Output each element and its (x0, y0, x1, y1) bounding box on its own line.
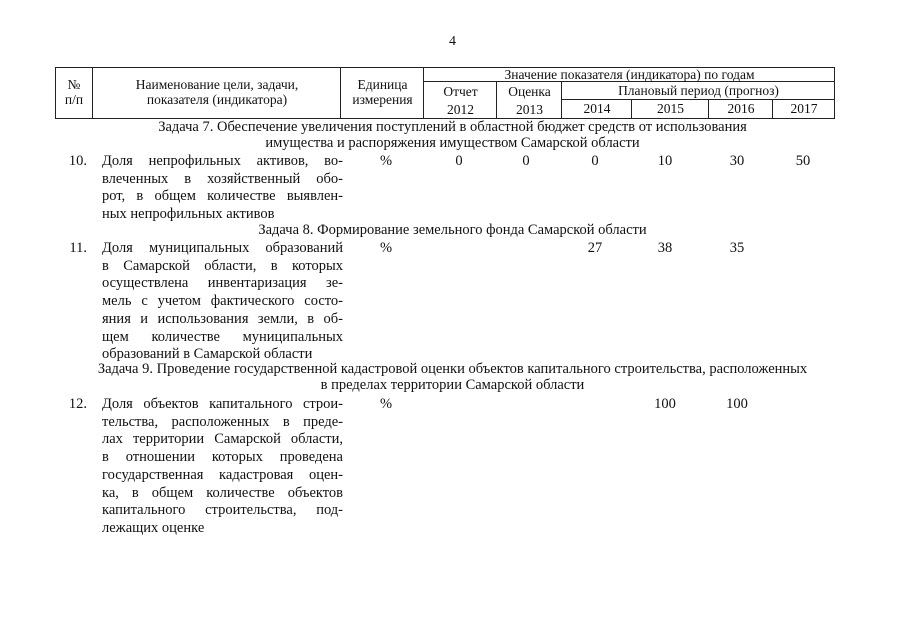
header-col-report (424, 83, 497, 118)
row-name-line: государственная кадастровая оцен- (102, 466, 343, 483)
value-2017: 50 (795, 153, 811, 169)
task-7-title-line1: Задача 7. Обеспечение увеличения поступлений в областной бюджет средств от использования (158, 119, 747, 135)
header-col-name (93, 77, 341, 107)
row-name-line: ка, в общем количестве объектов (102, 484, 343, 501)
row-name-line: в отношении которых проведена (102, 449, 343, 466)
value-2016: 30 (729, 153, 745, 169)
value-2016: 35 (729, 240, 745, 256)
header-values-title: Значение показателя (индикатора) по годам (504, 67, 755, 82)
value-2015: 10 (657, 153, 673, 169)
row-name-line: тельства, расположенных в преде- (102, 413, 343, 430)
task-9-title-line2: в пределах территории Самарской области (320, 377, 585, 393)
row-name-line: Доля муниципальных образований (102, 240, 343, 256)
row-number: 10. (68, 153, 87, 169)
task-7-title (0, 119, 905, 151)
row-name-line: капитального строительства, под- (102, 502, 343, 519)
row-name-line: образований в Самарской области (102, 346, 313, 363)
header-col-unit-line2: измерения (352, 92, 413, 107)
row-unit: % (380, 153, 393, 169)
row-name-line: осуществлена инвентаризация зе- (102, 275, 343, 292)
task-9-title-line1: Задача 9. Проведение государственной кадастровой оценки объектов капитального строительства, расположенных (97, 361, 808, 377)
header-plan-title: Плановый период (прогноз) (618, 83, 779, 98)
row-name-line: яния и использования земли, в об- (102, 310, 343, 327)
header-year-2015: 2015 (657, 101, 684, 116)
header-estimate-year: 2013 (516, 101, 543, 117)
row-name-line: щем количестве муниципальных (102, 328, 343, 345)
header-year-2014: 2014 (583, 101, 611, 116)
row-number: 11. (69, 240, 87, 256)
row-name-line: лах территории Самарской области, (102, 431, 343, 448)
row-name (102, 240, 343, 364)
header-col-number-line1: № (67, 77, 81, 92)
header-col-estimate (497, 83, 562, 118)
row-name-line: рот, в общем количестве выявлен- (102, 188, 343, 205)
row-name-line: лежащих оценке (102, 519, 205, 536)
header-col-unit-line1: Единица (357, 77, 408, 92)
row-name-line: Доля объектов капитального строи- (102, 396, 343, 412)
value-2012: 0 (455, 153, 463, 169)
row-name (102, 396, 343, 538)
header-estimate-label: Оценка (508, 84, 551, 99)
row-name-line: Доля непрофильных активов, во- (102, 153, 343, 169)
value-2013: 0 (522, 153, 530, 169)
row-unit: % (380, 396, 393, 412)
value-2014: 27 (587, 240, 603, 256)
task-8-title (0, 222, 905, 238)
task-7-title-line2: имущества и распоряжения имуществом Самарской области (265, 135, 640, 151)
header-report-year: 2012 (447, 101, 474, 117)
table-header (55, 67, 835, 119)
header-year-2016: 2016 (727, 101, 755, 116)
task-8-title-line1: Задача 8. Формирование земельного фонда Самарской области (258, 222, 647, 238)
value-2015: 38 (657, 240, 673, 256)
value-2016: 100 (726, 396, 748, 412)
header-col-unit (341, 77, 424, 107)
header-year-2017: 2017 (790, 101, 818, 116)
header-col-name-line2: показателя (индикатора) (146, 92, 288, 107)
header-col-number-line2: п/п (64, 92, 84, 107)
row-name-line: мель с учетом фактического состо- (102, 293, 343, 310)
row-name (102, 153, 343, 224)
row-name-line: влеченных в хозяйственный обо- (102, 170, 343, 187)
header-col-number (55, 77, 93, 107)
row-unit: % (380, 240, 393, 256)
header-col-name-line1: Наименование цели, задачи, (135, 77, 299, 92)
row-number: 12. (68, 396, 87, 412)
row-name-line: в Самарской области, в которых (102, 257, 343, 274)
value-2015: 100 (654, 396, 676, 412)
value-2014: 0 (591, 153, 599, 169)
page-number: 4 (449, 34, 456, 49)
row-name-line: ных непрофильных активов (102, 206, 275, 223)
header-report-label: Отчет (443, 84, 478, 99)
task-9-title (0, 361, 905, 393)
